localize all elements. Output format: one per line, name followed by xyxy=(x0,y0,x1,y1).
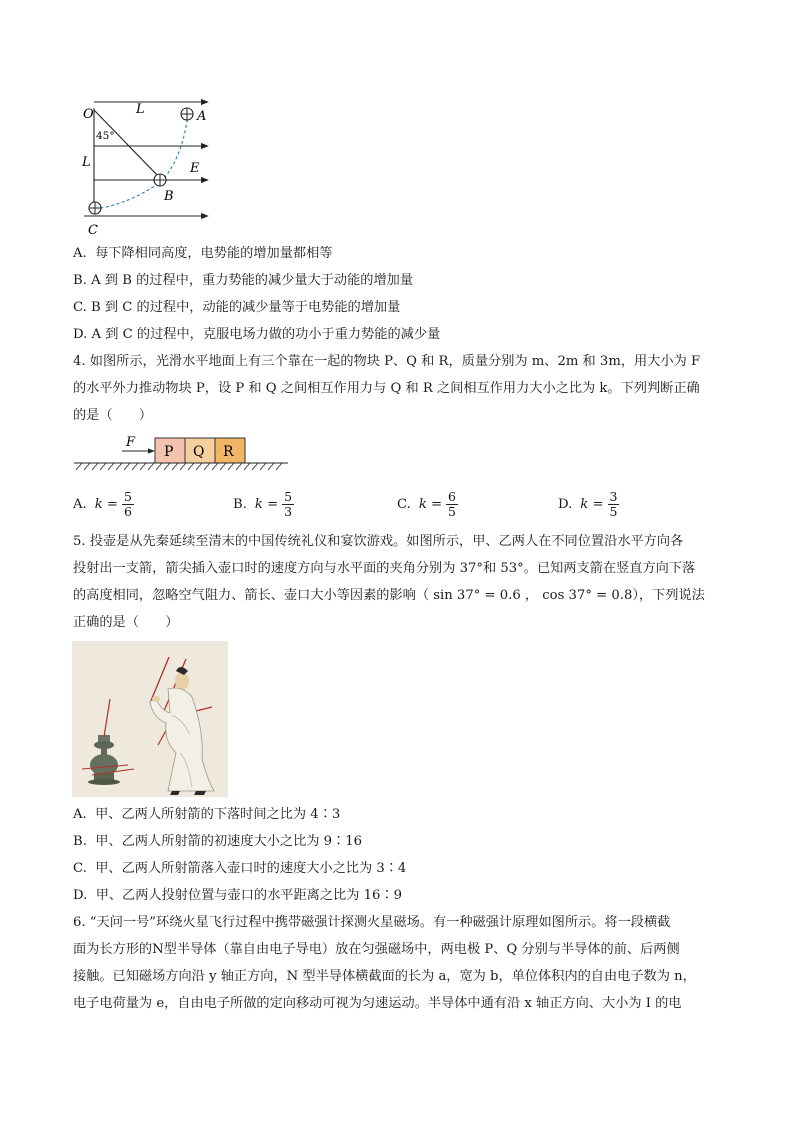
q4-option-c: C. k = $\frac{6}{5}$ xyxy=(397,488,456,519)
touhu-illustration xyxy=(72,641,228,797)
q4-option-b: B. k = $\frac{5}{3}$ xyxy=(233,488,293,519)
q4-stem-line1: 4. 如图所示，光滑水平地面上有三个靠在一起的物块 P、Q 和 R，质量分别为 m、2m 和 3m，用大小为 F xyxy=(73,354,701,369)
label-E: E xyxy=(190,161,200,176)
blocks-diagram xyxy=(72,432,292,472)
q5-stem-line4: 正确的是（ ） xyxy=(73,615,179,630)
ground-hatch xyxy=(76,463,282,470)
label-A: A xyxy=(197,109,207,124)
q3-option-d: D. A 到 C 的过程中，克服电场力做的功小于重力势能的减少量 xyxy=(73,327,441,342)
charge-C-icon xyxy=(89,202,101,214)
charge-A-icon xyxy=(181,108,193,120)
q4-stem-line3: 的是（ ） xyxy=(73,408,153,423)
label-O: O xyxy=(83,107,94,122)
q5-option-b: B. 甲、乙两人所射箭的初速度大小之比为 9∶16 xyxy=(73,834,363,849)
q3-option-a: A. 每下降相同高度，电势能的增加量都相等 xyxy=(73,246,333,261)
q3-option-b: B. A 到 B 的过程中，重力势能的减少量大于动能的增加量 xyxy=(73,273,414,288)
q5-option-c: C. 甲、乙两人所射箭落入壶口时的速度大小之比为 3∶4 xyxy=(73,861,407,876)
label-C: C xyxy=(88,223,98,237)
q4-stem-line2: 的水平外力推动物块 P，设 P 和 Q 之间相互作用力与 Q 和 R 之间相互作用力大小之比为 k。下列判断正确 xyxy=(73,381,700,396)
label-P: P xyxy=(164,444,174,460)
q5-stem-line2: 投射出一支箭，箭尖插入壶口时的速度方向与水平面的夹角分别为 37°和 53°。已知两支箭在竖直方向下落 xyxy=(73,561,696,576)
q5-stem-line1: 5. 投壶是从先秦延续至清末的中国传统礼仪和宴饮游戏。如图所示，甲、乙两人在不同位置沿水平方向各 xyxy=(73,534,684,549)
label-L-top: L xyxy=(136,102,145,117)
q3-option-c: C. B 到 C 的过程中，动能的减少量等于电势能的增加量 xyxy=(73,300,401,315)
q5-option-d: D. 甲、乙两人投射位置与壶口的水平距离之比为 16∶9 xyxy=(73,888,402,903)
label-45: 45° xyxy=(96,130,115,142)
q5-stem-line3: 的高度相同，忽略空气阻力、箭长、壶口大小等因素的影响（ sin 37° = 0.6 ， cos 37° = 0.8），下列说法 xyxy=(73,588,705,603)
q6-stem-line3: 接触。已知磁场方向沿 y 轴正方向，N 型半导体横截面的长为 a，宽为 b，单位体积内的自由电子数为 n， xyxy=(73,969,696,984)
label-R: R xyxy=(223,444,234,460)
q4-option-a: A. k = $\frac{5}{6}$ xyxy=(73,488,132,519)
q6-stem-line1: 6. “天问一号”环绕火星飞行过程中携带磁强计探测火星磁场。有一种磁强计原理如图所示。将一段横截 xyxy=(73,915,671,930)
label-Q: Q xyxy=(193,444,205,460)
label-F: F xyxy=(126,435,136,450)
label-B: B xyxy=(164,189,174,204)
q4-option-d: D. k = $\frac{3}{5}$ xyxy=(558,488,618,519)
q6-stem-line4: 电子电荷量为 e，自由电子所做的定向移动可视为匀速运动。半导体中通有沿 x 轴正方向、大小为 I 的电 xyxy=(73,996,682,1011)
q6-stem-line2: 面为长方形的N型半导体（靠自由电子导电）放在匀强磁场中，两电极 P、Q 分别与半导体的前、后两侧 xyxy=(73,942,680,957)
diagonal-OB xyxy=(94,110,158,176)
charge-B-icon xyxy=(154,174,166,186)
label-L-left: L xyxy=(82,155,91,170)
field-diagram xyxy=(76,92,216,237)
q5-option-a: A. 甲、乙两人所射箭的下落时间之比为 4∶3 xyxy=(73,807,341,822)
